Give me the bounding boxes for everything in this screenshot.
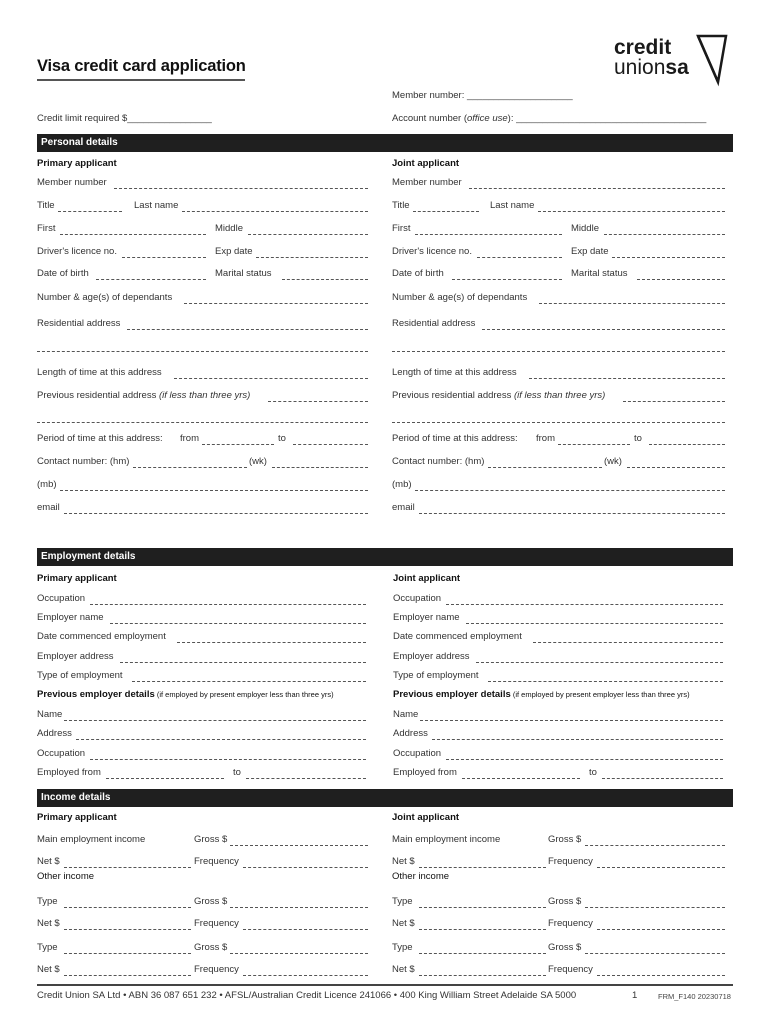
- primary-main-gross-input[interactable]: [230, 845, 368, 846]
- primary-period-to-label: to: [278, 433, 286, 444]
- joint-employed-from-input[interactable]: [462, 778, 580, 779]
- primary-mb-input[interactable]: [60, 490, 368, 491]
- joint-other2-net-label: Net $: [392, 964, 415, 975]
- primary-prev-occupation-label: Occupation: [37, 748, 86, 759]
- joint-address-input-2[interactable]: [392, 351, 725, 352]
- joint-occupation-label: Occupation: [393, 593, 442, 604]
- primary-length-input[interactable]: [174, 378, 368, 379]
- primary-period-from-input[interactable]: [202, 444, 274, 445]
- primary-main-frequency-label: Frequency: [194, 856, 239, 867]
- joint-other2-type-label: Type: [392, 942, 413, 953]
- joint-occupation-input[interactable]: [446, 604, 723, 605]
- joint-type-employment-input[interactable]: [488, 681, 723, 682]
- primary-other1-gross-label: Gross $: [194, 896, 228, 907]
- joint-main-income-label: Main employment income: [392, 834, 501, 845]
- primary-other1-net-input[interactable]: [64, 929, 191, 930]
- joint-period-from-input[interactable]: [558, 444, 630, 445]
- joint-other2-frequency-input[interactable]: [597, 975, 725, 976]
- primary-exp-date-input[interactable]: [256, 257, 368, 258]
- form-code: FRM_F140 20230718: [658, 992, 731, 1001]
- primary-main-net-input[interactable]: [64, 867, 191, 868]
- joint-employer-address-label: Employer address: [393, 651, 470, 662]
- joint-main-net-label: Net $: [392, 856, 415, 867]
- primary-type-employment-input[interactable]: [132, 681, 366, 682]
- primary-middle-input[interactable]: [248, 234, 368, 235]
- joint-dob-label: Date of birth: [392, 268, 444, 279]
- joint-length-label: Length of time at this address: [392, 367, 517, 378]
- joint-main-gross-label: Gross $: [548, 834, 582, 845]
- primary-other1-type-label: Type: [37, 896, 58, 907]
- joint-employer-address-input[interactable]: [476, 662, 723, 663]
- primary-contact-wk-input[interactable]: [272, 467, 368, 468]
- credit-limit-field[interactable]: Credit limit required $________________: [37, 113, 212, 124]
- primary-main-income-label: Main employment income: [37, 834, 146, 845]
- joint-length-input[interactable]: [529, 378, 725, 379]
- joint-mb-input[interactable]: [415, 490, 725, 491]
- primary-main-frequency-input[interactable]: [243, 867, 368, 868]
- joint-dob-input[interactable]: [452, 279, 562, 280]
- primary-employed-from-label: Employed from: [37, 767, 101, 778]
- joint-employer-name-input[interactable]: [466, 623, 723, 624]
- primary-prev-address-label: Address: [37, 728, 72, 739]
- joint-other1-net-input[interactable]: [419, 929, 546, 930]
- primary-address-label: Residential address: [37, 318, 121, 329]
- primary-prev-occupation-input[interactable]: [90, 759, 366, 760]
- footer-divider: [37, 984, 733, 986]
- joint-prev-occupation-input[interactable]: [446, 759, 723, 760]
- joint-main-frequency-input[interactable]: [597, 867, 725, 868]
- joint-exp-date-label: Exp date: [571, 246, 609, 257]
- personal-joint-heading: Joint applicant: [392, 158, 460, 169]
- joint-employed-from-label: Employed from: [393, 767, 457, 778]
- primary-other1-net-label: Net $: [37, 918, 60, 929]
- personal-primary-heading: Primary applicant: [37, 158, 117, 169]
- joint-period-to-input[interactable]: [649, 444, 725, 445]
- joint-email-input[interactable]: [419, 513, 725, 514]
- primary-dob-label: Date of birth: [37, 268, 89, 279]
- primary-member-number-input[interactable]: [114, 188, 368, 189]
- primary-previous-address-input-2[interactable]: [37, 422, 368, 423]
- primary-length-label: Length of time at this address: [37, 367, 162, 378]
- joint-middle-label: Middle: [571, 223, 599, 234]
- primary-other2-type-label: Type: [37, 942, 58, 953]
- joint-mb-label: (mb): [392, 479, 412, 490]
- joint-middle-input[interactable]: [604, 234, 725, 235]
- primary-main-net-label: Net $: [37, 856, 60, 867]
- joint-other2-gross-input[interactable]: [585, 953, 725, 954]
- joint-other1-frequency-label: Frequency: [548, 918, 593, 929]
- office-use-note: office use: [466, 113, 508, 124]
- joint-other1-net-label: Net $: [392, 918, 415, 929]
- primary-address-input[interactable]: [127, 329, 368, 330]
- primary-last-name-input[interactable]: [182, 211, 368, 212]
- joint-previous-address-label: Previous residential address (if less than three yrs): [392, 390, 606, 401]
- joint-prev-name-input[interactable]: [420, 720, 723, 721]
- joint-contact-hm-input[interactable]: [488, 467, 602, 468]
- primary-employed-to-label: to: [233, 767, 241, 778]
- primary-other2-type-input[interactable]: [64, 953, 191, 954]
- primary-title-input[interactable]: [58, 211, 122, 212]
- joint-other1-gross-input[interactable]: [585, 907, 725, 908]
- joint-employer-name-label: Employer name: [393, 612, 460, 623]
- joint-period-to-label: to: [634, 433, 642, 444]
- joint-other1-frequency-input[interactable]: [597, 929, 725, 930]
- joint-dependants-label: Number & age(s) of dependants: [392, 292, 528, 303]
- joint-last-name-input[interactable]: [538, 211, 725, 212]
- joint-contact-hm-label: Contact number: (hm): [392, 456, 485, 467]
- primary-marital-input[interactable]: [282, 279, 368, 280]
- primary-middle-label: Middle: [215, 223, 243, 234]
- primary-dob-input[interactable]: [96, 279, 206, 280]
- joint-previous-address-input[interactable]: [623, 401, 725, 402]
- primary-other2-net-input[interactable]: [64, 975, 191, 976]
- employment-primary-heading: Primary applicant: [37, 573, 117, 584]
- joint-other2-net-input[interactable]: [419, 975, 546, 976]
- primary-other1-frequency-input[interactable]: [243, 929, 368, 930]
- joint-date-commenced-input[interactable]: [533, 642, 723, 643]
- joint-prev-occupation-label: Occupation: [393, 748, 442, 759]
- logo-text-union: union: [614, 56, 666, 79]
- primary-contact-wk-label: (wk): [249, 456, 267, 467]
- primary-period-from-label: from: [180, 433, 199, 444]
- footer-company-info: Credit Union SA Ltd • ABN 36 087 651 232 • AFSL/Australian Credit Licence 241066 • 400 King William Street Adelaide SA 5000: [37, 990, 577, 1001]
- primary-other-income-label: Other income: [37, 871, 95, 882]
- primary-period-label: Period of time at this address:: [37, 433, 163, 444]
- income-details-header: Income details: [37, 789, 733, 807]
- account-number-field[interactable]: [392, 113, 706, 124]
- primary-first-label: First: [37, 223, 56, 234]
- primary-period-to-input[interactable]: [293, 444, 368, 445]
- joint-email-label: email: [392, 502, 415, 513]
- primary-marital-label: Marital status: [215, 268, 272, 279]
- employment-joint-heading: Joint applicant: [393, 573, 461, 584]
- joint-other1-type-label: Type: [392, 896, 413, 907]
- primary-prev-name-input[interactable]: [64, 720, 366, 721]
- joint-address-input[interactable]: [482, 329, 725, 330]
- joint-licence-label: Driver's licence no.: [392, 246, 472, 257]
- primary-other2-gross-input[interactable]: [230, 953, 368, 954]
- joint-other1-gross-label: Gross $: [548, 896, 582, 907]
- primary-employer-name-label: Employer name: [37, 612, 104, 623]
- joint-other1-type-input[interactable]: [419, 907, 546, 908]
- primary-prev-address-input[interactable]: [76, 739, 366, 740]
- joint-other2-type-input[interactable]: [419, 953, 546, 954]
- joint-other-income-label: Other income: [392, 871, 450, 882]
- svg-text:unionsa: [614, 56, 689, 79]
- title-underline: [37, 79, 245, 81]
- primary-dependants-input[interactable]: [184, 303, 368, 304]
- primary-exp-date-label: Exp date: [215, 246, 253, 257]
- primary-contact-hm-label: Contact number: (hm): [37, 456, 130, 467]
- primary-main-gross-label: Gross $: [194, 834, 228, 845]
- joint-prev-address-label: Address: [393, 728, 428, 739]
- logo-text-sa: sa: [665, 56, 689, 79]
- primary-first-input[interactable]: [60, 234, 206, 235]
- primary-date-commenced-label: Date commenced employment: [37, 631, 166, 642]
- credit-union-sa-logo: [610, 32, 730, 88]
- primary-last-name-label: Last name: [134, 200, 179, 211]
- account-number-suffix: ): ____________________________________: [507, 113, 707, 124]
- joint-first-label: First: [392, 223, 411, 234]
- primary-occupation-label: Occupation: [37, 593, 86, 604]
- joint-licence-input[interactable]: [477, 257, 562, 258]
- primary-email-label: email: [37, 502, 60, 513]
- joint-contact-wk-label: (wk): [604, 456, 622, 467]
- joint-other2-frequency-label: Frequency: [548, 964, 593, 975]
- primary-licence-input[interactable]: [122, 257, 206, 258]
- primary-other2-frequency-input[interactable]: [243, 975, 368, 976]
- income-primary-heading: Primary applicant: [37, 812, 117, 823]
- primary-email-input[interactable]: [64, 513, 368, 514]
- joint-employed-to-label: to: [589, 767, 597, 778]
- joint-prev-address-input[interactable]: [432, 739, 723, 740]
- primary-contact-hm-input[interactable]: [133, 467, 247, 468]
- joint-main-frequency-label: Frequency: [548, 856, 593, 867]
- joint-address-label: Residential address: [392, 318, 476, 329]
- page-title: Visa credit card application: [37, 57, 246, 75]
- joint-type-employment-label: Type of employment: [393, 670, 479, 681]
- joint-previous-address-input-2[interactable]: [392, 422, 725, 423]
- joint-last-name-label: Last name: [490, 200, 535, 211]
- primary-other2-frequency-label: Frequency: [194, 964, 239, 975]
- joint-title-input[interactable]: [413, 211, 479, 212]
- joint-contact-wk-input[interactable]: [627, 467, 725, 468]
- joint-period-label: Period of time at this address:: [392, 433, 518, 444]
- primary-licence-label: Driver's licence no.: [37, 246, 117, 257]
- joint-member-number-label: Member number: [392, 177, 462, 188]
- primary-previous-address-label: Previous residential address (if less than three yrs): [37, 390, 251, 401]
- primary-previous-employer-label: Previous employer details (if employed by present employer less than three yrs): [37, 689, 334, 700]
- primary-other1-type-input[interactable]: [64, 907, 191, 908]
- account-number-label: Account number (: [392, 113, 467, 124]
- joint-date-commenced-label: Date commenced employment: [393, 631, 522, 642]
- primary-other1-frequency-label: Frequency: [194, 918, 239, 929]
- employment-details-header: Employment details: [37, 548, 733, 566]
- joint-exp-date-input[interactable]: [612, 257, 725, 258]
- joint-marital-input[interactable]: [637, 279, 725, 280]
- primary-employer-address-input[interactable]: [120, 662, 366, 663]
- primary-member-number-label: Member number: [37, 177, 107, 188]
- primary-other1-gross-input[interactable]: [230, 907, 368, 908]
- primary-mb-label: (mb): [37, 479, 57, 490]
- primary-employed-from-input[interactable]: [106, 778, 224, 779]
- primary-type-employment-label: Type of employment: [37, 670, 123, 681]
- joint-other2-gross-label: Gross $: [548, 942, 582, 953]
- primary-occupation-input[interactable]: [90, 604, 366, 605]
- primary-previous-address-input[interactable]: [268, 401, 368, 402]
- primary-employer-name-input[interactable]: [110, 623, 366, 624]
- logo-text-credit: credit: [614, 36, 672, 59]
- joint-previous-employer-label: Previous employer details (if employed by present employer less than three yrs): [393, 689, 690, 700]
- primary-employer-address-label: Employer address: [37, 651, 114, 662]
- primary-title-label: Title: [37, 200, 55, 211]
- personal-details-header: Personal details: [37, 134, 733, 152]
- member-number-field[interactable]: Member number: ____________________: [392, 90, 573, 101]
- joint-period-from-label: from: [536, 433, 555, 444]
- primary-other2-net-label: Net $: [37, 964, 60, 975]
- joint-member-number-input[interactable]: [469, 188, 725, 189]
- joint-prev-name-label: Name: [393, 709, 419, 720]
- joint-employed-to-input[interactable]: [602, 778, 723, 779]
- page-number: 1: [632, 990, 638, 1001]
- joint-title-label: Title: [392, 200, 410, 211]
- joint-main-net-input[interactable]: [419, 867, 546, 868]
- primary-dependants-label: Number & age(s) of dependants: [37, 292, 173, 303]
- primary-other2-gross-label: Gross $: [194, 942, 228, 953]
- primary-employed-to-input[interactable]: [246, 778, 366, 779]
- joint-dependants-input[interactable]: [539, 303, 725, 304]
- joint-first-input[interactable]: [415, 234, 562, 235]
- primary-date-commenced-input[interactable]: [177, 642, 366, 643]
- primary-prev-name-label: Name: [37, 709, 63, 720]
- income-joint-heading: Joint applicant: [392, 812, 460, 823]
- joint-marital-label: Marital status: [571, 268, 628, 279]
- joint-main-gross-input[interactable]: [585, 845, 725, 846]
- primary-address-input-2[interactable]: [37, 351, 368, 352]
